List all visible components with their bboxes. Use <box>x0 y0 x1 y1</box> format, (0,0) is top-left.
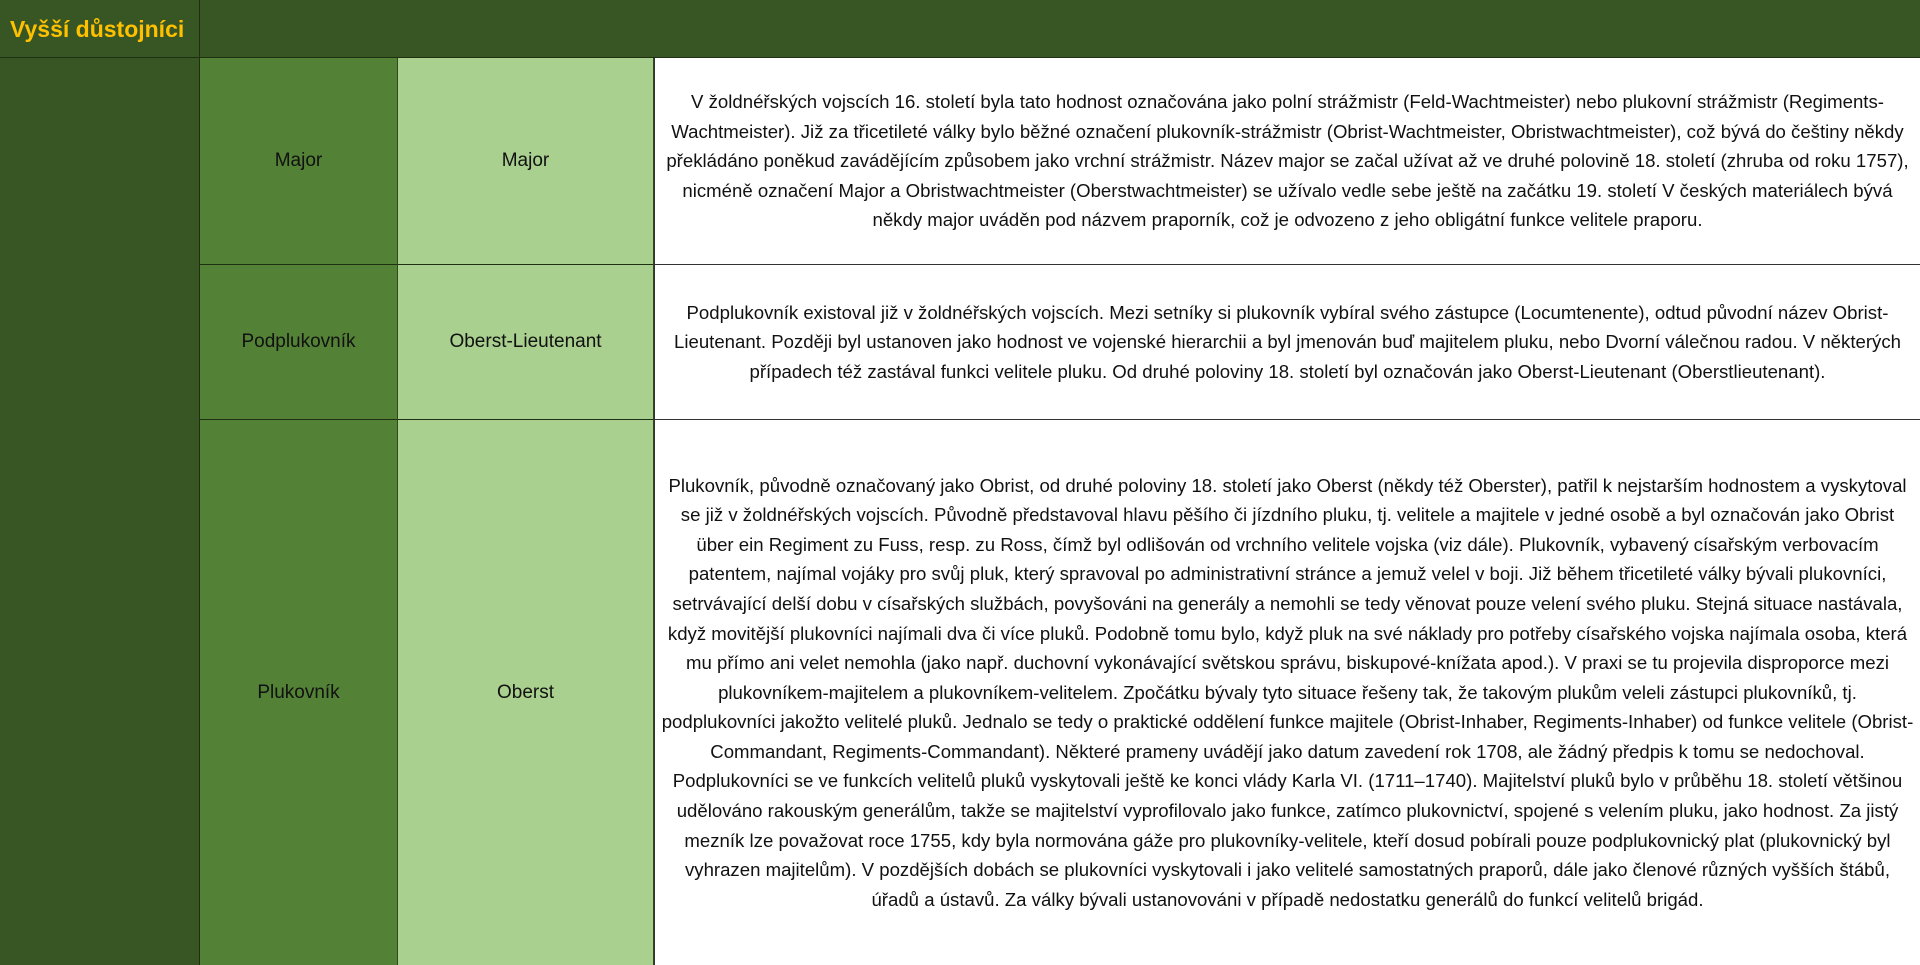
category-header-row <box>0 0 1920 58</box>
czech-rank-cell: Podplukovník <box>200 265 398 420</box>
description-cell: Plukovník, původně označovaný jako Obrist, od druhé poloviny 18. století jako Oberst (někdy též Oberster), patřil k nejstarším hodnostem a vyskytoval se již v žoldnéřských vojscích. Původně představoval hlavu pěšího či jízdního pluku, tj. velitele a majitele v jedné osobě a byl označován jako Obrist über ein Regiment zu Fuss, resp. zu Ross, čímž byl odlišován od vrchního velitele vojska (viz dále). Plukovník, vybavený císařským verbovacím patentem, najímal vojáky pro svůj pluk, který spravoval po administrativní stránce a jemuž velel v boji. Již během třicetileté války bývali plukovníci, setrvávající delší dobu v císařských službách, povyšováni na generály a nemohli se tedy věnovat pouze velení svého pluku. Stejná situace nastávala, když movitější plukovníci najímali dva či více pluků. Podobně tomu bylo, když pluk na své náklady pro potřeby císařského vojska najímala osoba, která mu přímo ani velet nemohla (jako např. duchovní vykonávající světskou správu, biskupové-knížata apod.). V praxi se tu projevila disproporce mezi plukovníkem-majitelem a plukovníkem-velitelem. Zpočátku bývaly tyto situace řešeny tak, že takovým plukům veleli zástupci plukovníků, tj. podplukovníci jakožto velitelé pluků. Jednalo se tedy o praktické oddělení funkce majitele (Obrist-Inhaber, Regiments-Inhaber) od funkce velitele (Obrist-Commandant, Regiments-Commandant). Některé prameny uvádějí jako datum zavedení rok 1708, ale žádný předpis k tomu se nedochoval. Podplukovníci se ve funkcích velitelů pluků vyskytovali ještě ke konci vlády Karla VI. (1711–1740). Majitelství pluků bylo v průběhu 18. století většinou udělováno rakouským generálům, takže se majitelství vyprofilovalo jako funkce, zatímco plukovnictví, spojené s velením pluku, jako hodnost. Za jistý mezník lze považovat roce 1755, kdy byla normována gáže pro plukovníky-velitele, kteří dosud pobírali pouze podplukovnický plat (plukovnický byl vyhrazen majitelům). V pozdějších dobách se plukovníci vyskytovali i jako velitelé samostatných praporů, dále jako členové různých vyšších štábů, úřadů a ústavů. Za války bývali ustanovováni v případě nedostatku generálů do funkcí velitelů brigád. <box>654 420 1920 965</box>
category-title: Vyšší důstojníci <box>0 0 200 58</box>
czech-rank-cell: Major <box>200 58 398 265</box>
czech-rank-cell: Plukovník <box>200 420 398 965</box>
german-rank-cell: Major <box>398 58 654 265</box>
category-column <box>0 58 200 965</box>
table-row <box>200 58 1920 265</box>
description-cell: Podplukovník existoval již v žoldnéřských vojscích. Mezi setníky si plukovník vybíral svého zástupce (Locumtenente), odtud původní název Obrist-Lieutenant. Později byl ustanoven jako hodnost ve vojenské hierarchii a byl jmenován buď majitelem pluku, nebo Dvorní válečnou radou. V některých případech též zastával funkci velitele pluku. Od druhé poloviny 18. století byl označován jako Oberst-Lieutenant (Oberstlieutenant). <box>654 265 1920 420</box>
german-rank-cell: Oberst <box>398 420 654 965</box>
table-row <box>200 420 1920 965</box>
german-rank-cell: Oberst-Lieutenant <box>398 265 654 420</box>
description-cell: V žoldnéřských vojscích 16. století byla tato hodnost označována jako polní strážmistr (Feld-Wachtmeister) nebo plukovní strážmistr (Regiments-Wachtmeister). Již za třicetileté války bylo běžné označení plukovník-strážmistr (Obrist-Wachtmeister, Obristwachtmeister), což bývá do češtiny někdy překládáno poněkud zavádějícím způsobem jako vrchní strážmistr. Název major se začal užívat až ve druhé polovině 18. století (zhruba od roku 1757), nicméně označení Major a Obristwachtmeister (Oberstwachtmeister) se užívalo vedle sebe ještě na začátku 19. století V českých materiálech bývá někdy major uváděn pod názvem praporník, což je odvozeno z jeho obligátní funkce velitele praporu. <box>654 58 1920 265</box>
table-row <box>200 265 1920 420</box>
